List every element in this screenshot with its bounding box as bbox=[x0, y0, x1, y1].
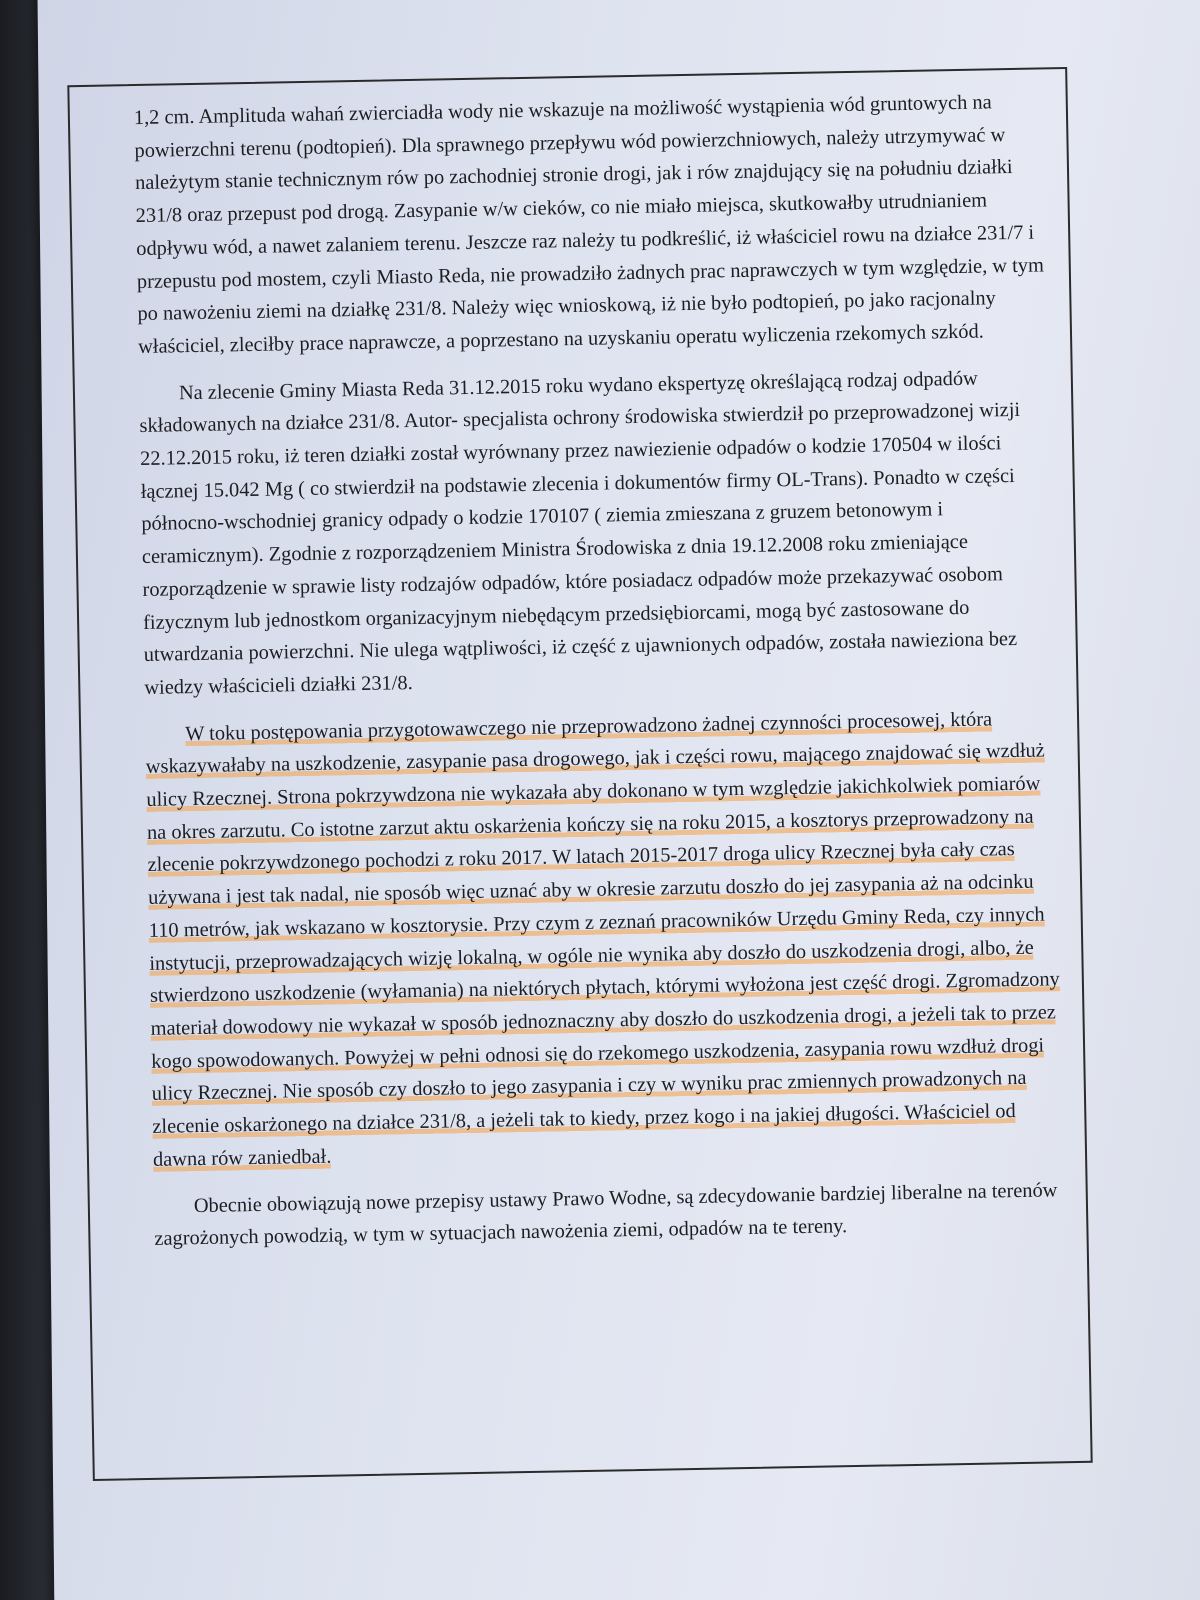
paragraph-text: 1,2 cm. Amplituda wahań zwierciadła wody nie wskazuje na możliwość wystąpienia wód gruntowych na powierzchni terenu (podtopień). Dla sprawnego przepływu wód powierzchniowych, należy utrzymywać w należytym stanie technicznym rów po zachodniej stronie drogi, jak i rów znajdujący się na południu działki 231/8 oraz przepust pod drogą. Zasypanie w/w cieków, co nie miało miejsca, skutkowałby utrudnianiem odpływu wód, a nawet zalaniem terenu. Jeszcze raz należy tu podkreślić, iż właściciel rowu na działce 231/7 i przepustu pod mostem, czyli Miasto Reda, nie prowadziło żadnych prac naprawczych w tym względzie, w tym po nawożeniu ziemi na działkę 231/8. Należy więc wnioskową, iż nie było podtopień, po jako racjonalny właściciel, zleciłby prace naprawcze, a poprzestano na uzyskaniu operatu wyliczenia rzekomych szkód. bbox=[133, 91, 1045, 358]
document-body bbox=[134, 85, 1065, 1255]
paragraph-text: Obecnie obowiązują nowe przepisy ustawy Prawo Wodne, są zdecydowanie bardziej liberalne na terenów zagrożonych powodzią, w tym w sytuacjach nawożenia ziemi, odpadów na te tereny. bbox=[154, 1178, 1058, 1251]
paragraph-3 bbox=[145, 702, 1063, 1176]
paragraph-text: Na zlecenie Gminy Miasta Reda 31.12.2015 roku wydano ekspertyzę określającą rodzaj odpadów składowanych na działce 231/8. Autor- specjalista ochrony środowiska stwierdził po przeprowadzonej wizji 22.12.2015 roku, iż teren działki został wyrównany przez nawiezienie odpadów o kodzie 170504 w ilości łącznej 15.042 Mg ( co stwierdził na podstawie zlecenia i dokumentów firmy OL-Trans). Ponadto w części północno-wschodniej granicy odpady o kodzie 170107 ( ziemia zmieszana z gruzem betonowym i ceramicznym). Zgodnie z rozporządzeniem Ministra Środowiska z dnia 19.12.2008 roku zmieniające rozporządzenie w sprawie listy rodzajów odpadów, które posiadacz odpadów może przekazywać osobom fizycznym lub jednostkom organizacyjnym niebędącym przedsiębiorcami, mogą być zastosowane do utwardzania powierzchni. Nie ulega wątpliwości, iż część z ujawnionych odpadów, została nawieziona bez wiedzy właścicieli działki 231/8. bbox=[139, 367, 1021, 699]
paragraph-1 bbox=[134, 85, 1049, 363]
text-frame bbox=[67, 67, 1092, 1481]
highlighted-paragraph-text: W toku postępowania przygotowawczego nie przeprowadzono żadnej czynności procesowej, która wskazywałaby na uszkodzenie, zasypanie pasa drogowego, jak i części rowu, mającego znajdować się wzdłuż ulicy Rzecznej. Strona pokrzywdzona nie wykazała aby dokonano w tym względzie jakichkolwiek pomiarów na okres zarzutu. Co istotne zarzut aktu oskarżenia kończy się na roku 2015, a kosztorys przeprowadzony na zlecenie pokrzywdzonego pochodzi z roku 2017. W latach 2015-2017 droga ulicy Rzecznej była cały czas używana i jest tak nadal, nie sposób więc uznać aby w okresie zarzutu doszło do jej zasypania aż na odcinku 110 metrów, jak wskazano w kosztorysie. Przy czym z zeznań pracowników Urzędu Gminy Reda, czy innych instytucji, przeprowadzających wizję lokalną, w ogóle nie wynika aby doszło do uszkodzenia drogi, albo, że stwierdzono uszkodzenie (wyłamania) na niektórych płytach, którymi wyłożona jest część drogi. Zgromadzony materiał dowodowy nie wykazał w sposób jednoznaczny aby doszło do uszkodzenia drogi, a jeżeli tak to przez kogo spowodowanych. Powyżej w pełni odnosi się do rzekomego uszkodzenia, zasypania rowu wzdłuż drogi ulicy Rzecznej. Nie sposób czy doszło to jego zasypania i czy w wyniku prac zmiennych prowadzonych na zlecenie oskarżonego na działce 231/8, a jeżeli tak to kiedy, przez kogo i na jakiej długości. Właściciel od dawna rów zaniedbał. bbox=[145, 708, 1060, 1171]
paragraph-2 bbox=[139, 361, 1055, 705]
paragraph-4 bbox=[154, 1174, 1065, 1256]
